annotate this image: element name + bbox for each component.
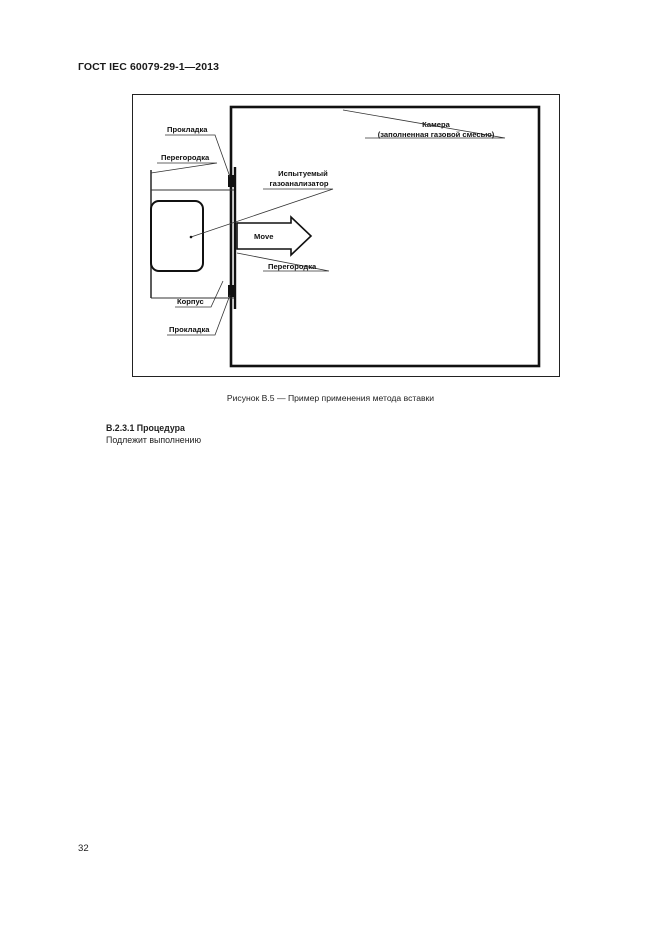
sensor-dot xyxy=(190,236,193,239)
chamber-rect xyxy=(231,107,539,366)
label-gasket-top: Прокладка xyxy=(167,125,208,134)
leader-partition-left xyxy=(151,163,217,173)
label-body: Корпус xyxy=(177,297,204,306)
figure-caption: Рисунок В.5 — Пример применения метода вставки xyxy=(226,393,435,403)
label-chamber-line1: Камера xyxy=(422,120,450,129)
label-gasket-bottom: Прокладка xyxy=(169,325,210,334)
insertion-method-diagram xyxy=(133,95,561,378)
figure-b5 xyxy=(132,94,560,377)
gasket-top xyxy=(228,175,234,187)
gasket-bottom xyxy=(228,285,234,297)
label-chamber-line2: (заполненная газовой смесью) xyxy=(377,130,495,139)
label-sensor-line1: Испытуемый xyxy=(278,169,328,178)
page-number: 32 xyxy=(78,843,89,854)
label-partition-left: Перегородка xyxy=(161,153,210,162)
document-header: ГОСТ IEC 60079-29-1—2013 xyxy=(78,61,220,73)
label-sensor-line2: газоанализатор xyxy=(269,179,329,188)
leader-sensor xyxy=(191,189,333,237)
move-arrow xyxy=(237,217,311,255)
label-partition-right: Перегородка xyxy=(268,262,317,271)
section-heading: В.2.3.1 Процедура xyxy=(106,423,185,433)
label-move: Move xyxy=(254,232,274,241)
section-text: Подлежит выполнению xyxy=(106,435,202,445)
